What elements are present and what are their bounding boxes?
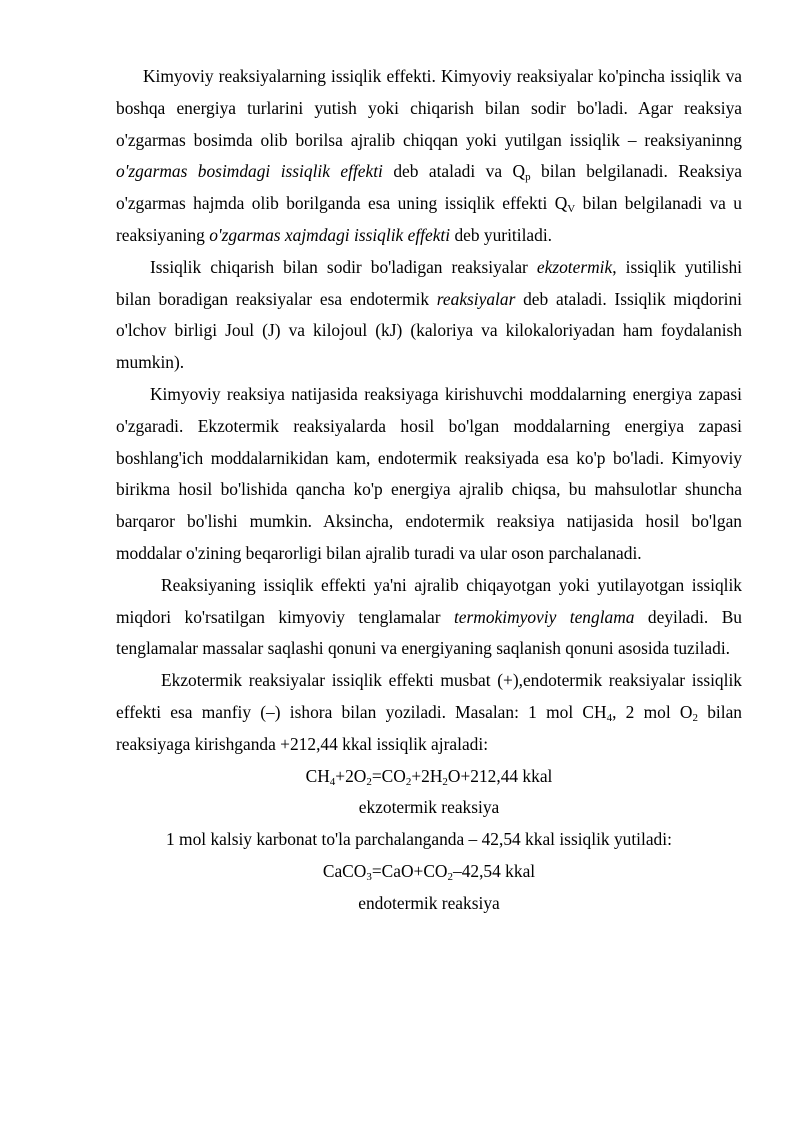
term-exothermic: ekzotermik — [536, 256, 613, 277]
text-run: Reaksiyaning issiqlik effekti ya'ni ajralib chiqayotgan yoki yutilayotgan issiqlik miqdori ko'rsatilgan kimyoviy tenglamalar — [116, 574, 742, 627]
subscript: 2 — [366, 775, 372, 788]
equation-methane-combustion — [116, 761, 742, 793]
term-constant-pressure: o'zgarmas bosimdagi issiqlik effekti — [116, 161, 383, 182]
text-run: deyiladi. Bu tenglamalar massalar saqlashi qonuni va energiyaning saqlanish qonuni asosida tuziladi. — [116, 606, 743, 659]
subscript: 4 — [329, 775, 336, 788]
subscript: p — [525, 171, 531, 184]
paragraph-exo-endo — [116, 252, 742, 379]
formula-part: O+212,44 kkal — [447, 765, 553, 786]
equation-label-exothermic: ekzotermik reaksiya — [358, 797, 500, 818]
text-run: , issiqlik yutilishi bilan boradigan reaksiyalar esa endotermik — [116, 256, 742, 309]
text-run: deb ataladi. Issiqlik miqdorini o'lchov birligi Joul (J) va kilojoul (kJ) (kaloriya va kilokaloriyadan ham foydalanish mumkin). — [116, 288, 742, 373]
formula-part: +2H — [411, 765, 443, 786]
term-thermochemical-equation: termokimyoviy tenglama — [453, 606, 635, 627]
text-run: deb ataladi va Q — [382, 161, 526, 182]
paragraph-thermochemical — [116, 570, 742, 665]
formula-part: CaCO — [322, 860, 367, 881]
equation-label-endothermic: endotermik reaksiya — [358, 892, 500, 913]
text-run: bilan belgilanadi. Reaksiya o'zgarmas hajmda olib borilganda esa uning issiqlik effekti Q — [116, 161, 742, 214]
paragraph-calcium-carbonate: 1 mol kalsiy karbonat to'la parchalanganda – 42,54 kkal issiqlik yutiladi: — [166, 829, 672, 850]
text-run: , 2 mol O — [612, 701, 693, 722]
text-run: Issiqlik chiqarish bilan sodir bo'ladigan reaksiyalar — [150, 256, 537, 277]
text-run: Kimyoviy reaksiyalarning issiqlik effekti. Kimyoviy reaksiyalar ko'pincha issiqlik va boshqa energiya turlarini yutish yoki chiqarish bilan sodir bo'ladi. Agar reaksiya o'zgarmas bosimda olib borilsa ajralib chiqqan yoki yutilgan issiqlik – reaksiyaninng — [116, 66, 742, 150]
paragraph-heat-effect — [116, 61, 742, 252]
paragraph-sign-convention — [116, 665, 742, 760]
subscript: V — [567, 203, 576, 216]
term-reactions: reaksiyalar — [436, 288, 516, 309]
formula-part: =CaO+CO — [371, 860, 448, 881]
subscript: 2 — [692, 711, 698, 724]
paragraph-energy-reserve: Kimyoviy reaksiya natijasida reaksiyaga kirishuvchi moddalarning energiya zapasi o'zgaradi. Ekzotermik reaksiyalarda hosil bo'lgan moddalarning energiya zapasi boshlang'ich moddalarnikidan kam, endotermik reaksiyada esa ko'p bo'ladi. Kimyoviy birikma hosil bo'lishida qancha ko'p energiya ajralib chiqsa, bu mahsulotlar shuncha barqaror bo'lishi mumkin. Aksincha, endotermik reaksiya natijasida hosil bo'lgan moddalar o'zining beqarorligi bilan ajralib turadi va ular oson parchalanadi. — [116, 383, 742, 563]
subscript: 2 — [447, 870, 453, 883]
term-constant-volume: o'zgarmas xajmdagi issiqlik effekti — [209, 224, 451, 245]
subscript: 3 — [366, 870, 372, 883]
formula-part: CH — [305, 765, 330, 786]
text-run: Ekzotermik reaksiyalar issiqlik effekti musbat (+),endotermik reaksiyalar issiqlik effekti esa manfiy (–) ishora bilan yoziladi. Masalan: 1 mol CH — [116, 670, 742, 722]
subscript: 4 — [606, 711, 613, 724]
subscript: 2 — [405, 775, 412, 788]
subscript: 2 — [442, 775, 448, 788]
text-run: bilan belgilanadi va u reaksiyaning — [116, 193, 742, 245]
formula-part: –42,54 kkal — [453, 860, 536, 881]
formula-part: =CO — [371, 765, 406, 786]
text-run: bilan reaksiyaga kirishganda +212,44 kkal issiqlik ajraladi: — [116, 701, 743, 754]
formula-part: +2O — [335, 765, 367, 786]
equation-calcium-carbonate — [116, 856, 742, 888]
text-run: deb yuritiladi. — [450, 224, 553, 245]
